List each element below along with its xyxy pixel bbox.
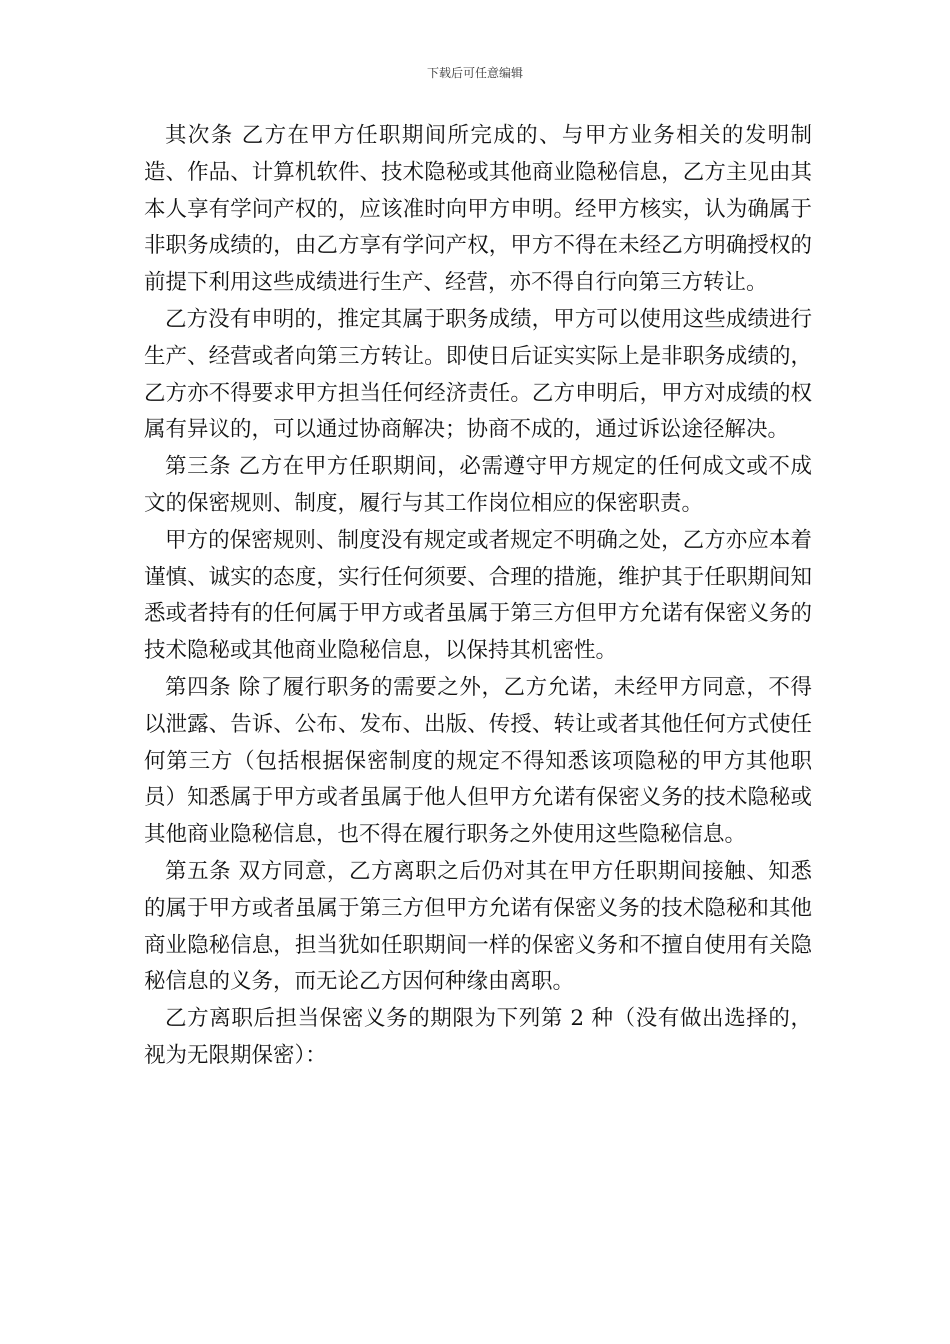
paragraph-article-3: 第三条 乙方在甲方任职期间，必需遵守甲方规定的任何成文或不成文的保密规则、制度，履行与其工作岗位相应的保密职责。 — [144, 454, 812, 516]
page-header-note: 下载后可任意编辑 — [426, 66, 523, 80]
paragraph-article-5: 第五条 双方同意，乙方离职之后仍对其在甲方任职期间接触、知悉的属于甲方或者虽属于第三方但甲方允诺有保密义务的技术隐秘和其他商业隐秘信息，担当犹如任职期间一样的保密义务和不擅自使用有关隐秘信息的义务，而无论乙方因何种缘由离职。 — [144, 858, 812, 995]
document-body — [144, 118, 812, 1075]
paragraph-article-3-unclear-rules: 甲方的保密规则、制度没有规定或者规定不明确之处，乙方亦应本着谨慎、诚实的态度，实行任何须要、合理的措施，维护其于任职期间知悉或者持有的任何属于甲方或者虽属于第三方但甲方允诺有保密义务的技术隐秘或其他商业隐秘信息，以保持其机密性。 — [144, 527, 812, 664]
paragraph-article-5-term: 乙方离职后担当保密义务的期限为下列第 2 种（没有做出选择的，视为无限期保密）： — [144, 1006, 812, 1068]
paragraph-article-4: 第四条 除了履行职务的需要之外，乙方允诺，未经甲方同意，不得以泄露、告诉、公布、发布、出版、传授、转让或者其他任何方式使任何第三方（包括根据保密制度的规定不得知悉该项隐秘的甲方其他职员）知悉属于甲方或者虽属于他人但甲方允诺有保密义务的技术隐秘或其他商业隐秘信息，也不得在履行职务之外使用这些隐秘信息。 — [144, 674, 812, 848]
paragraph-article-2: 其次条 乙方在甲方任职期间所完成的、与甲方业务相关的发明制造、作品、计算机软件、技术隐秘或其他商业隐秘信息，乙方主见由其本人享有学问产权的，应该准时向甲方申明。经甲方核实，认为确属于非职务成绩的，由乙方享有学问产权，甲方不得在未经乙方明确授权的前提下利用这些成绩进行生产、经营，亦不得自行向第三方转让。 — [144, 123, 812, 296]
paragraph-article-2-undeclared: 乙方没有申明的，推定其属于职务成绩，甲方可以使用这些成绩进行生产、经营或者向第三方转让。即使日后证实实际上是非职务成绩的，乙方亦不得要求甲方担当任何经济责任。乙方申明后，甲方对成绩的权属有异议的，可以通过协商解决；协商不成的，通过诉讼途径解决。 — [144, 306, 812, 443]
